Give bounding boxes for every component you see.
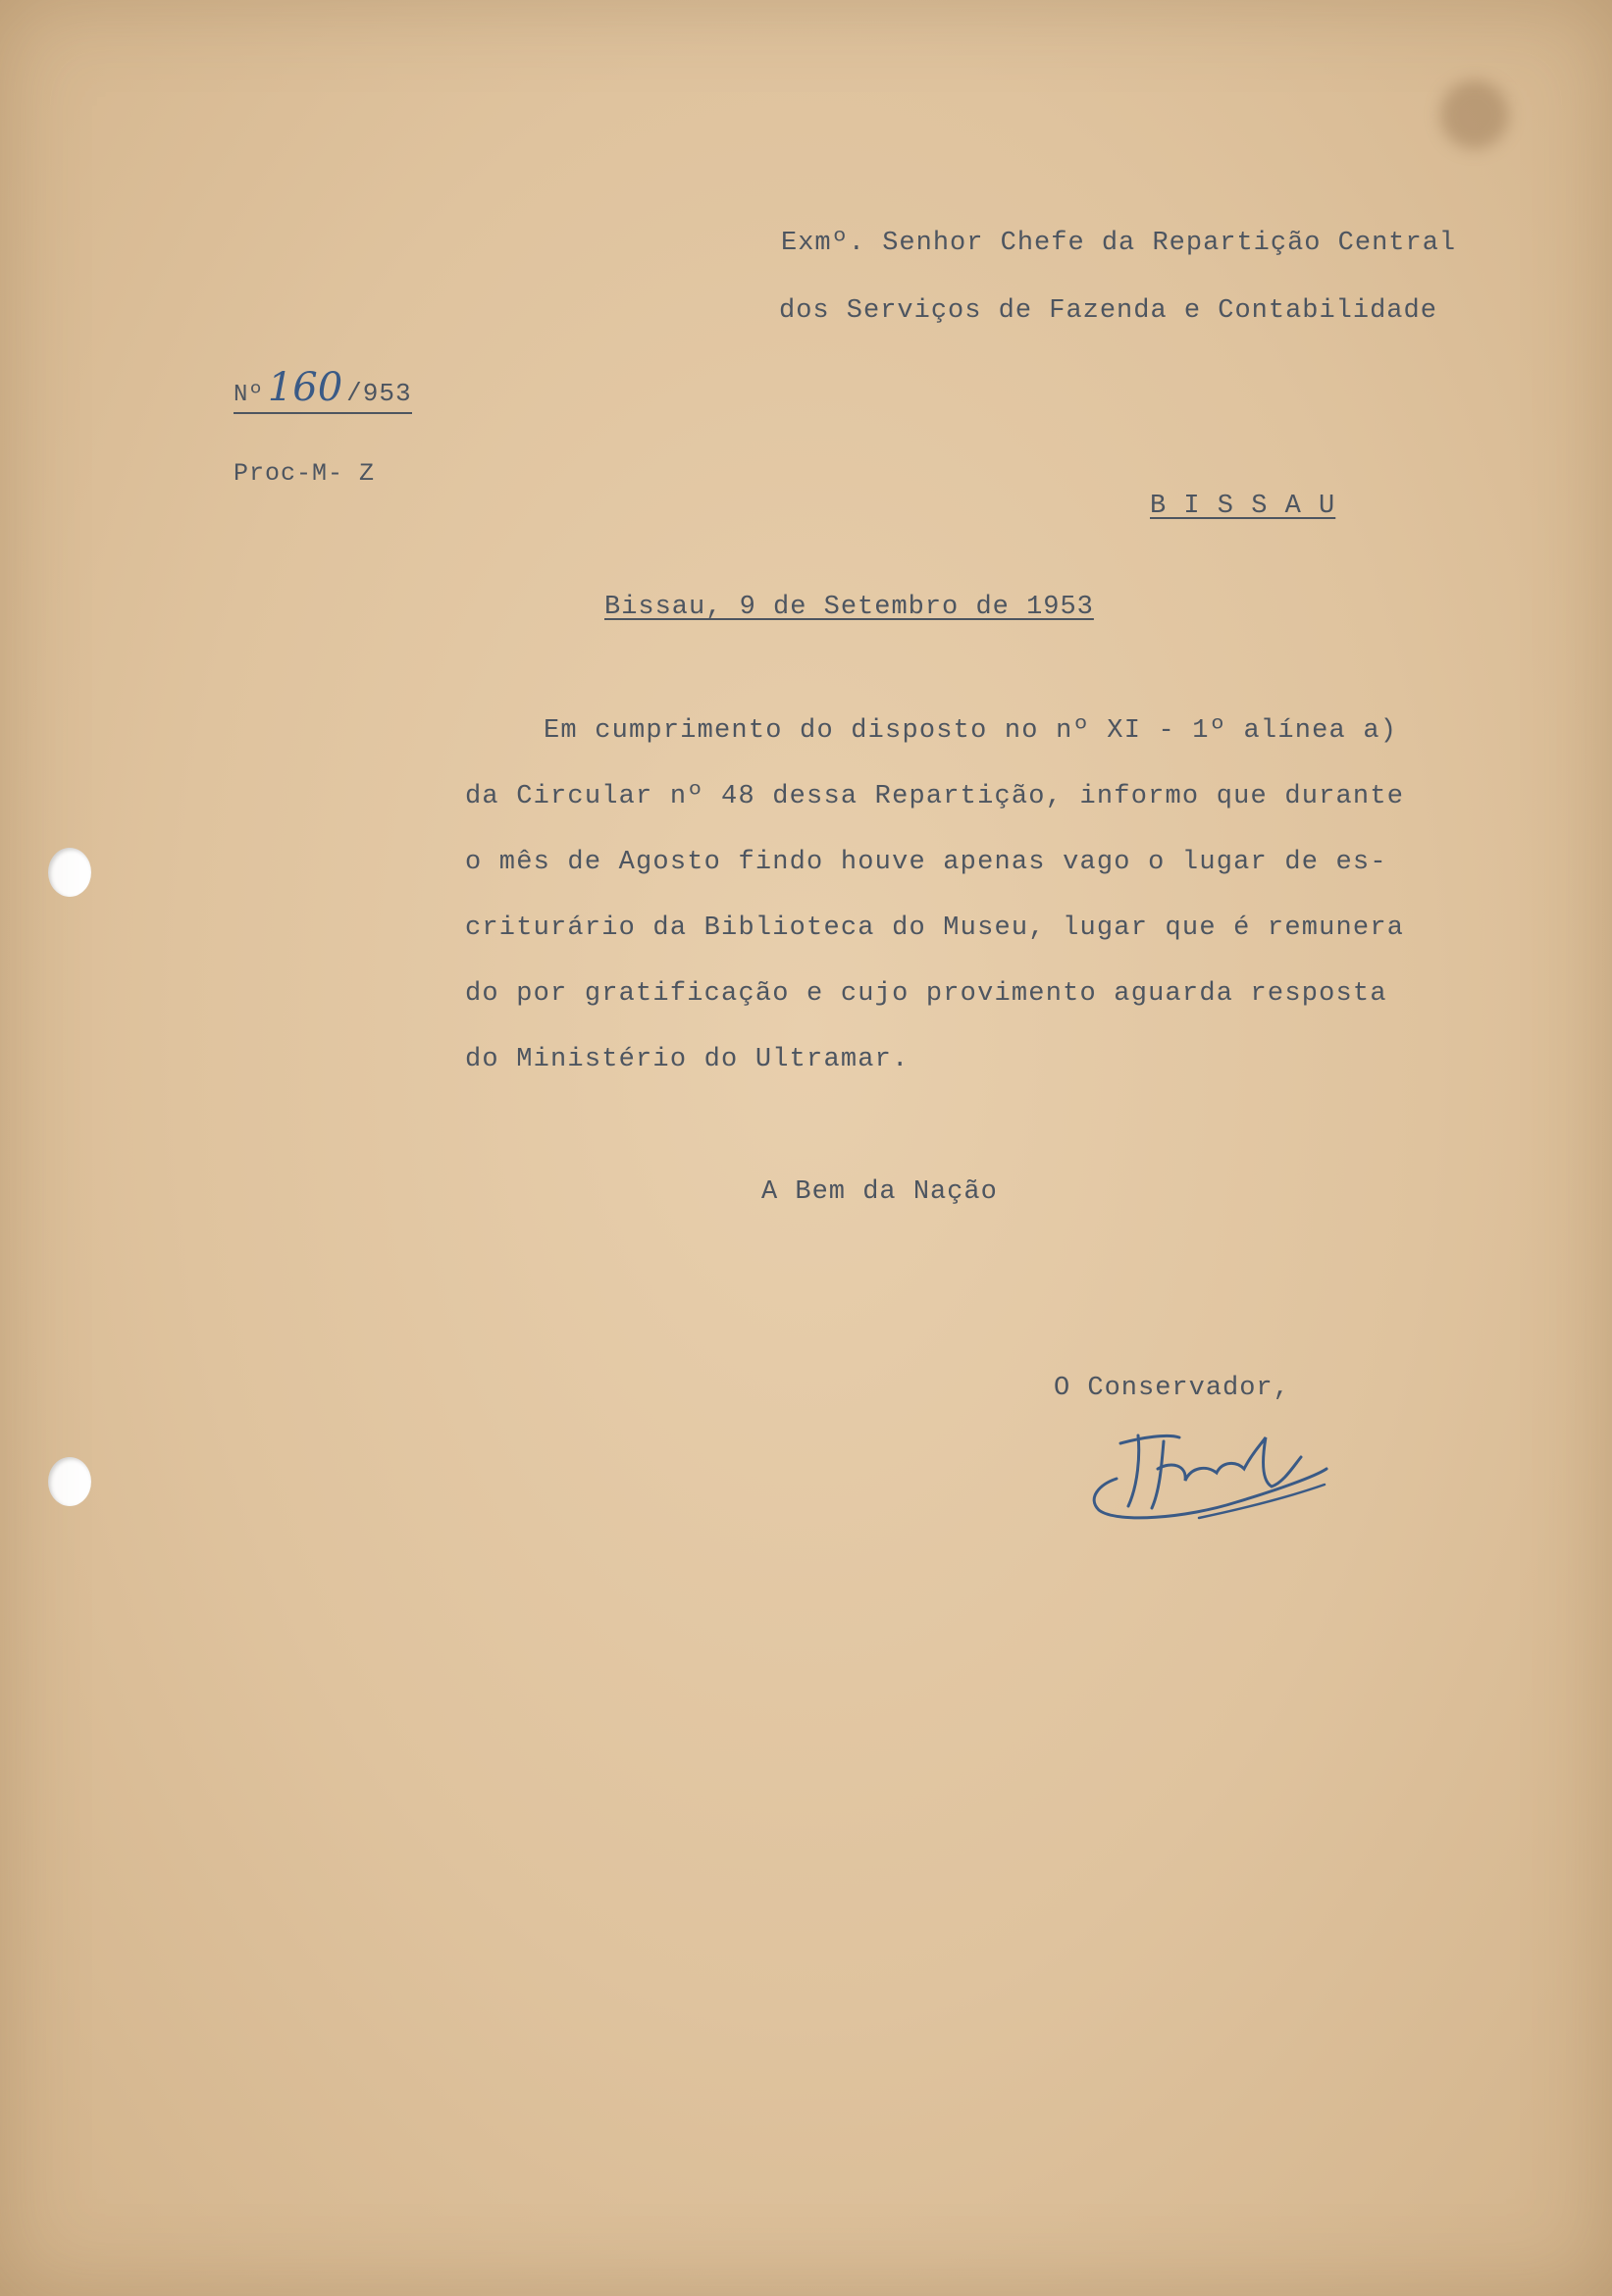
process-code: Proc-M- Z bbox=[234, 459, 376, 488]
reference-year: /953 bbox=[346, 379, 412, 408]
body-line-6: do Ministério do Ultramar. bbox=[465, 1045, 910, 1074]
body-line-2: da Circular nº 48 dessa Repartição, informo que durante bbox=[465, 782, 1405, 811]
reference-prefix: Nº bbox=[234, 382, 264, 408]
body-line-3: o mês de Agosto findo houve apenas vago o lugar de es- bbox=[465, 848, 1387, 877]
paper-stain bbox=[1440, 80, 1509, 149]
addressee-line-1: Exmº. Senhor Chefe da Repartição Central bbox=[781, 229, 1457, 258]
signatory-title: O Conservador, bbox=[1054, 1374, 1290, 1403]
punch-hole-bottom bbox=[48, 1457, 91, 1506]
letter-body bbox=[465, 716, 1544, 1109]
body-line-4: criturário da Biblioteca do Museu, lugar que é remunera bbox=[465, 913, 1405, 943]
body-line-5: do por gratificação e cujo provimento aguarda resposta bbox=[465, 979, 1387, 1009]
reference-handwritten-number: 160 bbox=[267, 365, 343, 410]
punch-hole-top bbox=[48, 848, 91, 897]
addressee-line-2: dos Serviços de Fazenda e Contabilidade bbox=[779, 296, 1437, 326]
handwritten-signature bbox=[1069, 1408, 1344, 1540]
body-line-1: Em cumprimento do disposto no nº XI - 1º alínea a) bbox=[544, 716, 1398, 746]
city-heading: B I S S A U bbox=[1150, 492, 1336, 521]
date-line: Bissau, 9 de Setembro de 1953 bbox=[604, 593, 1094, 622]
reference-number bbox=[234, 365, 412, 414]
closing-salutation: A Bem da Nação bbox=[761, 1177, 998, 1207]
